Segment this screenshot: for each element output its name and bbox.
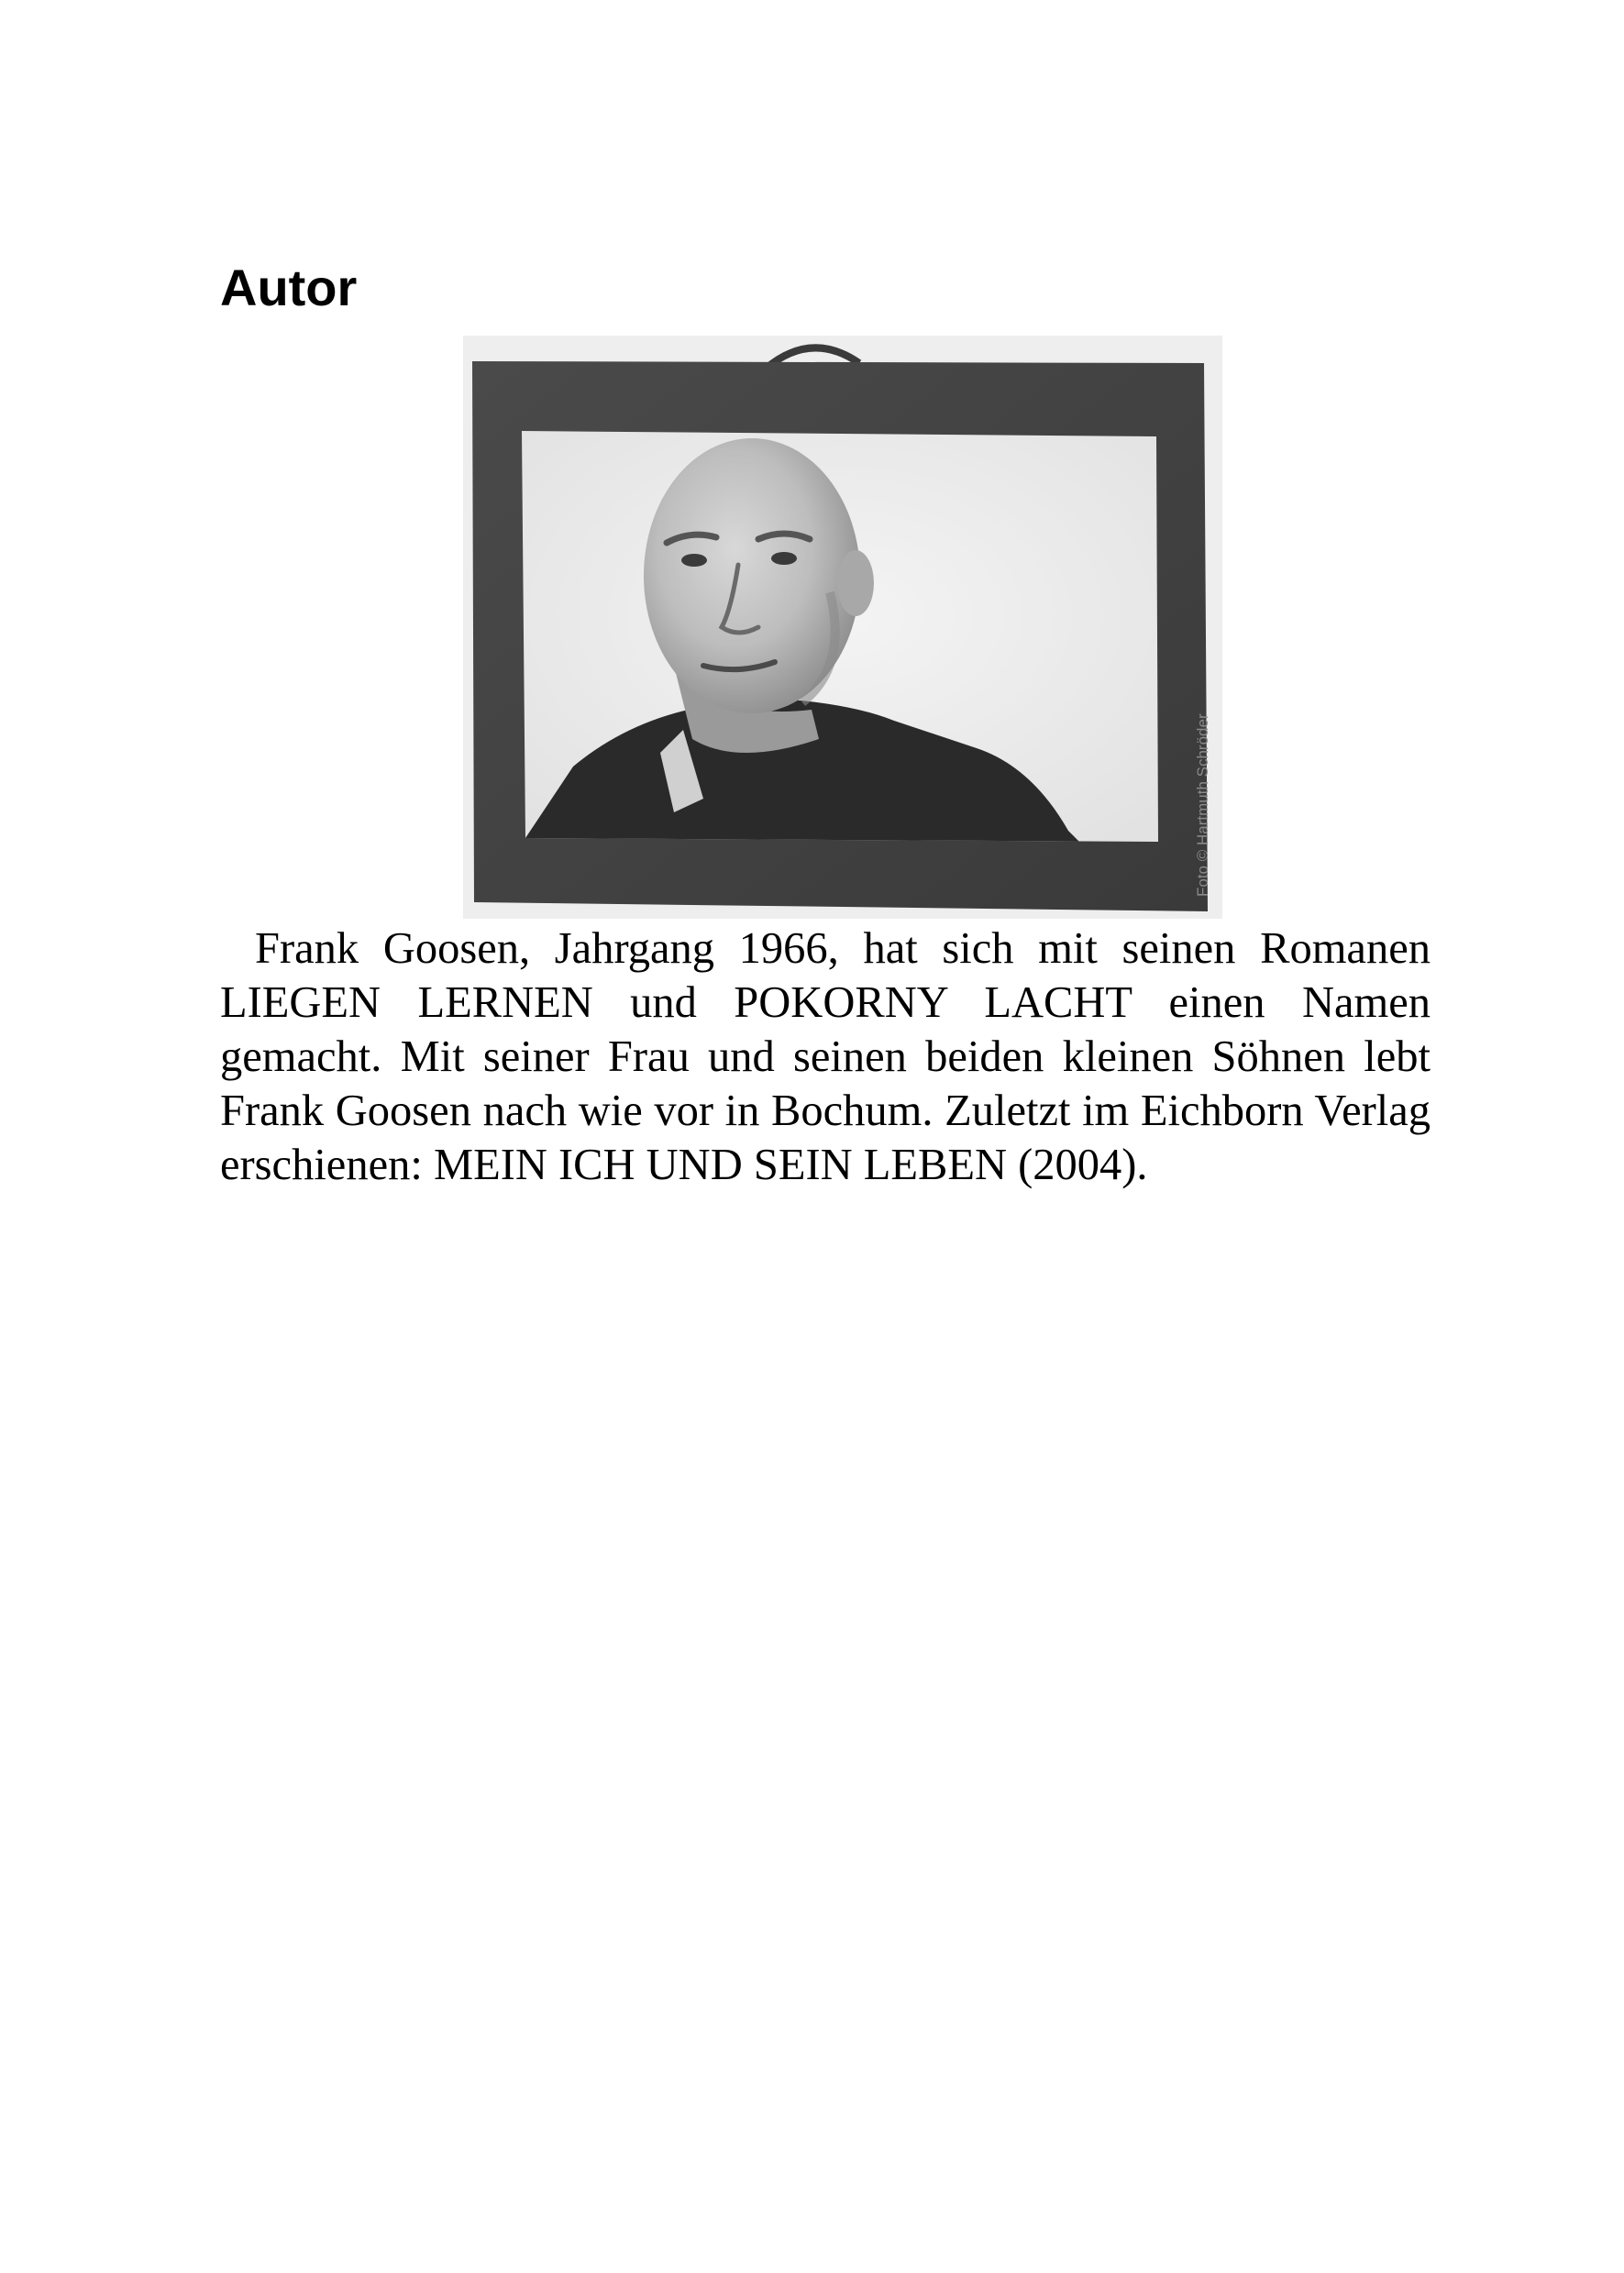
author-photo <box>463 336 1222 919</box>
photo-credit: Foto © Hartmuth Schröder <box>1194 713 1211 897</box>
author-bio: Frank Goosen, Jahrgang 1966, hat sich mit seinen Romanen LIEGEN LERNEN und POKORNY LACHT einen Namen gemacht. Mit seiner Frau und seinen beiden kleinen Söhnen lebt Frank Goosen nach wie vor in Bochum. Zuletzt im Eichborn Verlag erschienen: MEIN ICH UND SEIN LEBEN (2004). <box>220 924 1431 1189</box>
page-heading: Autor <box>220 259 358 316</box>
